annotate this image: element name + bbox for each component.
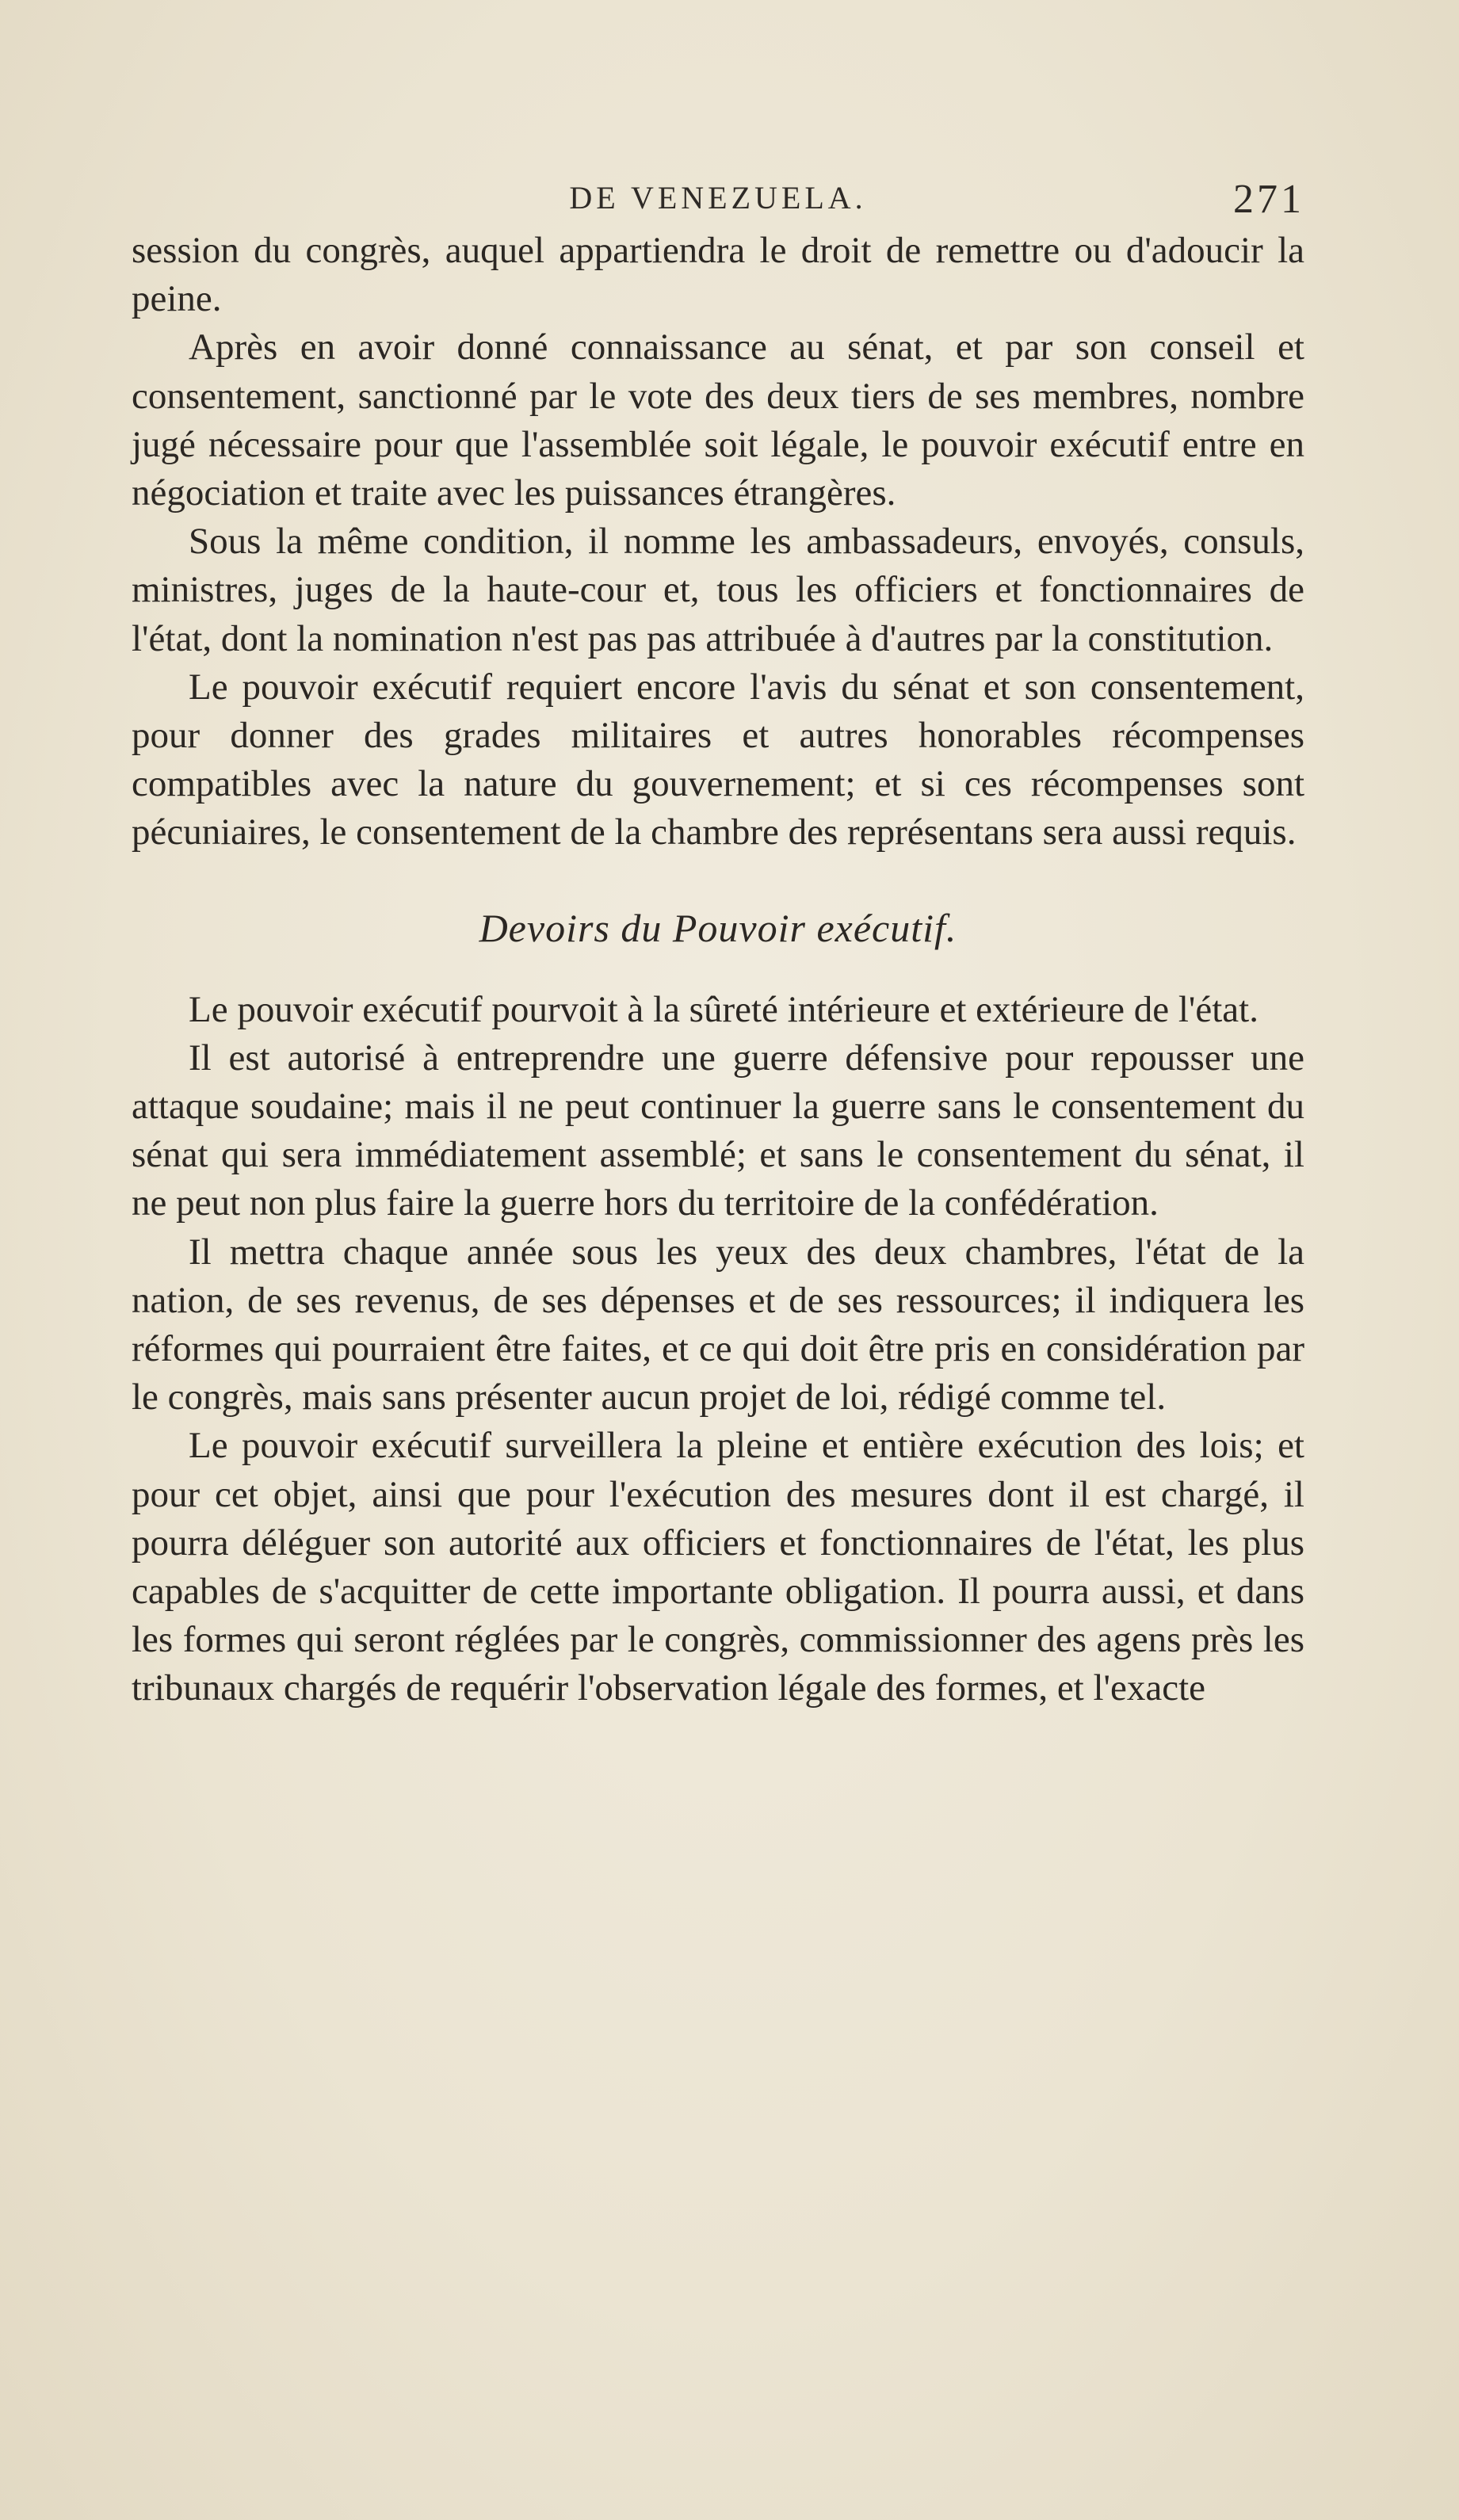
body-text [132, 227, 1304, 1713]
paragraph: Le pouvoir exécutif surveillera la pleine et entière exécution des lois; et pour cet objet, ainsi que pour l'exécution des mesures dont il est chargé, il pourra déléguer son autorité aux officiers et fonctionnaires de l'état, les plus capables de s'acquitter de cette importante obligation. Il pourra aussi, et dans les formes qui seront réglées par le congrès, commissionner des agens près les tribunaux chargés de requérir l'observation légale des formes, et l'exacte [132, 1425, 1304, 1709]
page-number: 271 [1233, 177, 1304, 222]
paragraph: Le pouvoir exécutif requiert encore l'avis du sénat et son consentement, pour donner des grades militaires et autres honorables récompenses compatibles avec la nature du gouvernement; et si ces récompenses sont pécuniaires, le consentement de la chambre des représentans sera aussi requis. [132, 666, 1304, 853]
paragraph: Il est autorisé à entreprendre une guerre défensive pour repousser une attaque soudaine; mais il ne peut continuer la guerre sans le consentement du sénat qui sera immédiatement assemblé; et sans le consentement du sénat, il ne peut non plus faire la guerre hors du territoire de la confédération. [132, 1037, 1304, 1224]
paragraph: Il mettra chaque année sous les yeux des deux chambres, l'état de la nation, de ses revenus, de ses dépenses et de ses ressources; il indiquera les réformes qui pourraient être faites, et ce qui doit être pris en considération par le congrès, mais sans présenter aucun projet de loi, rédigé comme tel. [132, 1231, 1304, 1418]
running-title: DE VENEZUELA. [569, 180, 867, 216]
paragraph: Le pouvoir exécutif pourvoit à la sûreté intérieure et extérieure de l'état. [189, 988, 1258, 1030]
running-head [132, 176, 1304, 223]
paragraph: session du congrès, auquel appartiendra le droit de remettre ou d'adoucir la peine. [132, 230, 1304, 320]
paragraph: Après en avoir donné connaissance au sénat, et par son conseil et consentement, sanctionné par le vote des deux tiers de ses membres, nombre jugé nécessaire pour que l'assemblée soit légale, le pouvoir exécutif entre en négociation et traite avec les puissances étrangères. [132, 326, 1304, 514]
paragraph: Sous la même condition, il nomme les ambassadeurs, envoyés, consuls, ministres, juges de la haute-cour et, tous les officiers et fonctionnaires de l'état, dont la nomination n'est pas pas attribuée à d'autres par la constitution. [132, 521, 1304, 659]
section-heading: Devoirs du Pouvoir exécutif. [479, 905, 957, 950]
